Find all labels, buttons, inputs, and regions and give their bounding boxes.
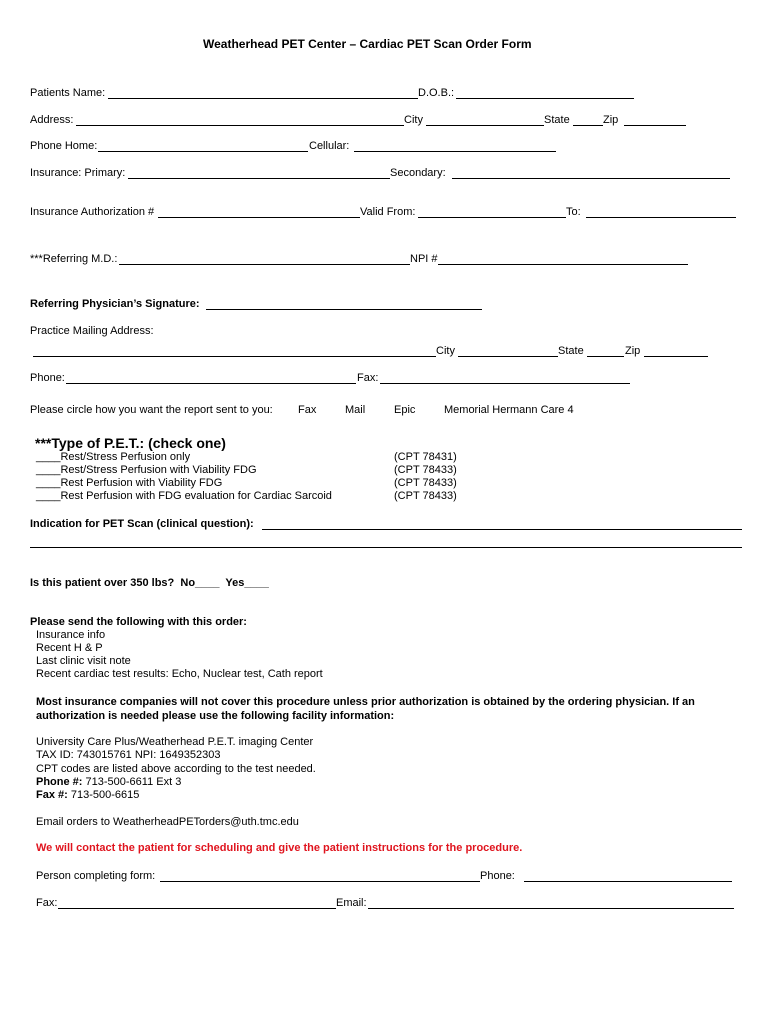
person-completing-label: Person completing form: <box>36 870 156 882</box>
pet-option-cpt: (CPT 78431) <box>394 451 457 463</box>
practice-phone-label: Phone: <box>30 372 65 384</box>
form-title: Weatherhead PET Center – Cardiac PET Scan Order Form <box>203 37 532 51</box>
facility-fax <box>36 789 139 802</box>
pet-option-cpt: (CPT 78433) <box>394 490 457 502</box>
indication-field-line2[interactable] <box>30 547 742 548</box>
practice-fax-label: Fax: <box>357 372 379 384</box>
facility-phone-value: 713-500-6611 Ext 3 <box>82 776 182 788</box>
send-item: Recent cardiac test results: Echo, Nuclear test, Cath report <box>36 668 323 680</box>
pet-option-label[interactable]: ____Rest Perfusion with FDG evaluation for Cardiac Sarcoid <box>36 490 332 502</box>
patient-name-label: Patients Name: <box>30 87 106 99</box>
completion-phone-field[interactable] <box>524 881 732 882</box>
contact-notice: We will contact the patient for scheduling and give the patient instructions for the procedure. <box>36 842 523 854</box>
practice-mailing-label: Practice Mailing Address: <box>30 325 154 337</box>
insurance-notice-line2: authorization is needed please use the following facility information: <box>36 710 395 722</box>
facility-phone-label: Phone #: <box>36 776 83 788</box>
pet-type-heading: ***Type of P.E.T.: (check one) <box>35 435 226 451</box>
phone-home-field[interactable] <box>98 151 308 152</box>
practice-phone-field[interactable] <box>66 383 356 384</box>
report-option-epic[interactable]: Epic <box>394 404 416 416</box>
send-item: Recent H & P <box>36 642 103 654</box>
practice-fax-field[interactable] <box>380 383 630 384</box>
state-label: State <box>544 114 570 126</box>
state-field[interactable] <box>573 125 603 126</box>
pet-option-cpt: (CPT 78433) <box>394 477 457 489</box>
completion-fax-field[interactable] <box>58 908 336 909</box>
dob-label: D.O.B.: <box>418 87 455 99</box>
pet-option-label[interactable]: ____Rest/Stress Perfusion only <box>36 451 191 463</box>
cellular-label: Cellular: <box>309 140 350 152</box>
referring-signature-label: Referring Physician’s Signature: <box>30 298 200 310</box>
facility-phone <box>36 776 181 789</box>
practice-state-field[interactable] <box>587 356 624 357</box>
insurance-secondary-field[interactable] <box>452 178 730 179</box>
cellular-field[interactable] <box>354 151 556 152</box>
city-label: City <box>404 114 423 126</box>
dob-field[interactable] <box>456 98 634 99</box>
npi-label: NPI # <box>410 253 438 265</box>
phone-home-label: Phone Home: <box>30 140 98 152</box>
insurance-primary-label: Insurance: Primary: <box>30 167 126 179</box>
referring-md-field[interactable] <box>119 264 410 265</box>
zip-field[interactable] <box>624 125 686 126</box>
facility-fax-label: Fax #: <box>36 789 68 801</box>
valid-from-label: Valid From: <box>360 206 416 218</box>
pet-option-label[interactable]: ____Rest Perfusion with Viability FDG <box>36 477 223 489</box>
city-field[interactable] <box>426 125 544 126</box>
pet-option-cpt: (CPT 78433) <box>394 464 457 476</box>
valid-from-field[interactable] <box>418 217 566 218</box>
practice-mailing-field[interactable] <box>33 356 436 357</box>
address-label: Address: <box>30 114 74 126</box>
send-item: Last clinic visit note <box>36 655 131 667</box>
insurance-primary-field[interactable] <box>128 178 390 179</box>
report-option-fax[interactable]: Fax <box>298 404 317 416</box>
practice-state-label: State <box>558 345 584 357</box>
facility-fax-value: 713-500-6615 <box>67 789 140 801</box>
completion-email-field[interactable] <box>368 908 734 909</box>
facility-cpt-note: CPT codes are listed above according to the test needed. <box>36 763 316 775</box>
insurance-auth-field[interactable] <box>158 217 360 218</box>
email-orders-note: Email orders to WeatherheadPETorders@uth.tmc.edu <box>36 816 299 828</box>
indication-field[interactable] <box>262 529 742 530</box>
practice-zip-field[interactable] <box>644 356 708 357</box>
address-field[interactable] <box>76 125 404 126</box>
insurance-notice-line1: Most insurance companies will not cover this procedure unless prior authorization is obtained by the ordering physician. If an <box>36 696 695 708</box>
completion-fax-label: Fax: <box>36 897 58 909</box>
patient-name-field[interactable] <box>108 98 418 99</box>
facility-tax-npi: TAX ID: 743015761 NPI: 1649352303 <box>36 749 221 761</box>
npi-field[interactable] <box>438 264 688 265</box>
person-completing-field[interactable] <box>160 881 480 882</box>
weight-question[interactable]: Is this patient over 350 lbs? No____ Yes____ <box>30 577 269 589</box>
referring-signature-field[interactable] <box>206 309 482 310</box>
facility-name: University Care Plus/Weatherhead P.E.T. imaging Center <box>36 736 314 748</box>
report-option-memorial-hermann[interactable]: Memorial Hermann Care 4 <box>444 404 574 416</box>
send-item: Insurance info <box>36 629 106 641</box>
insurance-secondary-label: Secondary: <box>390 167 446 179</box>
insurance-auth-label: Insurance Authorization # <box>30 206 155 218</box>
pet-option-label[interactable]: ____Rest/Stress Perfusion with Viability FDG <box>36 464 257 476</box>
report-option-mail[interactable]: Mail <box>345 404 366 416</box>
referring-md-label: ***Referring M.D.: <box>30 253 118 265</box>
practice-city-field[interactable] <box>458 356 558 357</box>
send-heading: Please send the following with this order: <box>30 616 247 628</box>
practice-city-label: City <box>436 345 455 357</box>
practice-zip-label: Zip <box>625 345 641 357</box>
completion-phone-label: Phone: <box>480 870 515 882</box>
zip-label: Zip <box>603 114 619 126</box>
indication-label: Indication for PET Scan (clinical question): <box>30 518 254 530</box>
completion-email-label: Email: <box>336 897 367 909</box>
to-label: To: <box>566 206 581 218</box>
report-delivery-prompt: Please circle how you want the report sent to you: <box>30 404 273 416</box>
to-field[interactable] <box>586 217 736 218</box>
